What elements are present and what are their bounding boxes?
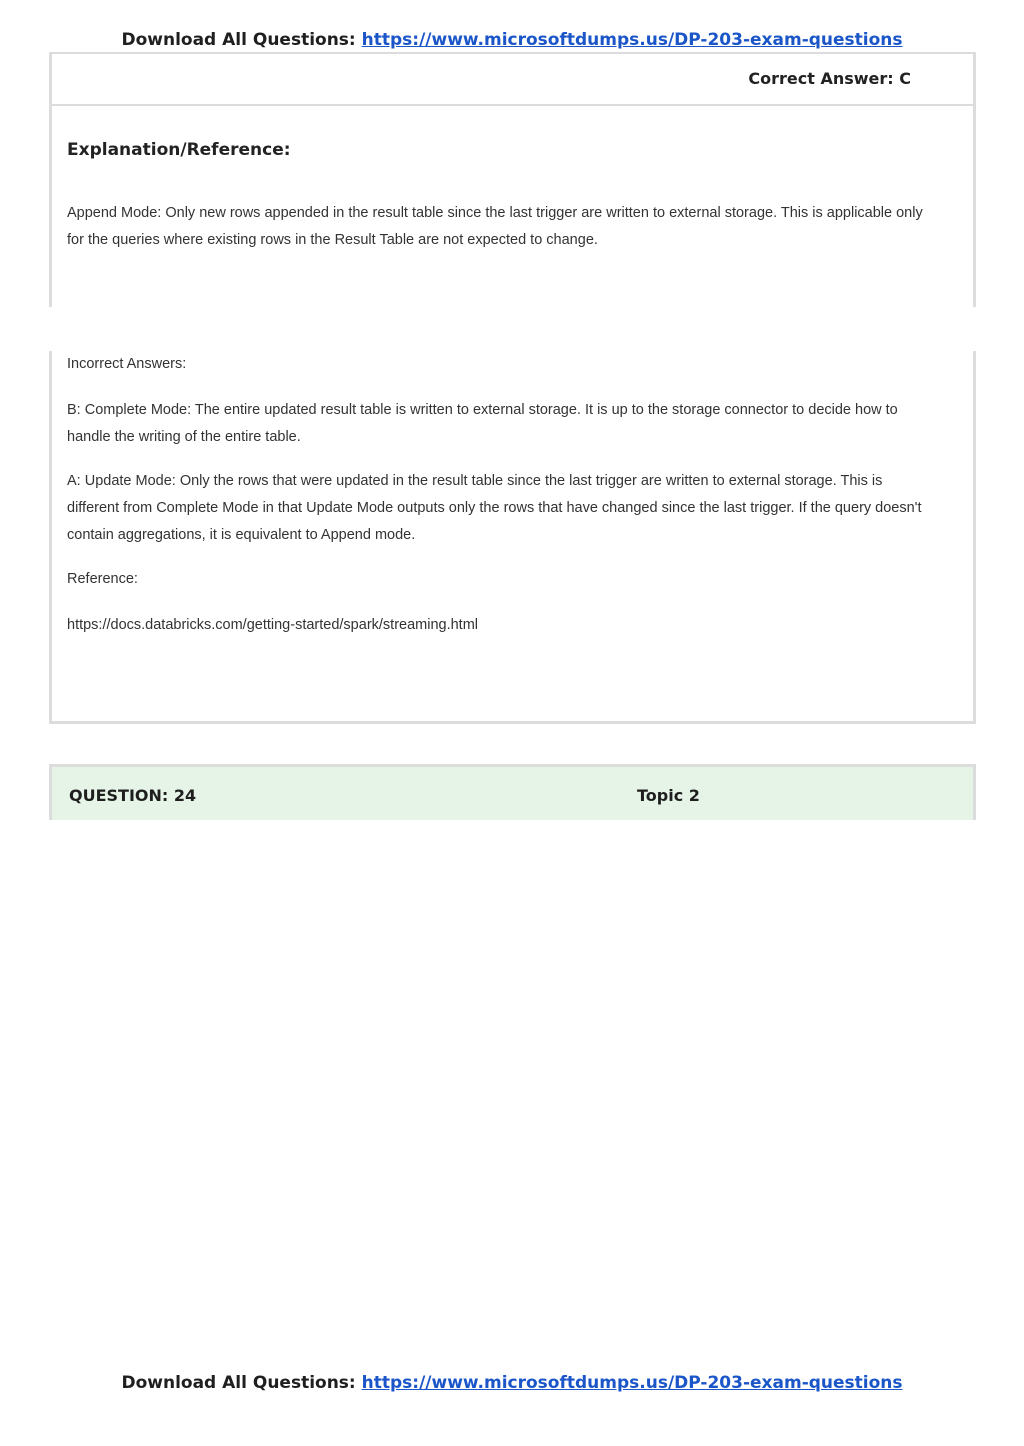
question-header <box>49 764 976 820</box>
reference-url[interactable]: https://docs.databricks.com/getting-started/spark/streaming.html <box>67 617 479 633</box>
incorrect-answers-card <box>49 351 976 724</box>
download-link[interactable]: https://www.microsoftdumps.us/DP-203-exam-questions <box>361 30 903 50</box>
correct-answer: Correct Answer: C <box>748 69 911 88</box>
download-label: Download All Questions: <box>121 30 356 50</box>
question-number: QUESTION: 24 <box>69 786 197 805</box>
correct-answer-row <box>52 54 973 106</box>
download-banner-bottom <box>0 1373 1024 1393</box>
explanation-heading: Explanation/Reference: <box>67 140 291 160</box>
download-label: Download All Questions: <box>121 1373 356 1393</box>
answer-explanation-card <box>49 52 976 307</box>
reference-label: Reference: <box>67 571 138 587</box>
incorrect-option-b: B: Complete Mode: The entire updated result table is written to external storage. It is up to the storage connector to decide how to handle the writing of the entire table. <box>67 402 898 445</box>
incorrect-answers-heading: Incorrect Answers: <box>67 356 187 372</box>
download-link[interactable]: https://www.microsoftdumps.us/DP-203-exam-questions <box>361 1373 903 1393</box>
incorrect-option-a: A: Update Mode: Only the rows that were updated in the result table since the last trigger are written to external storage. This is different from Complete Mode in that Update Mode outputs only the rows that have changed since the last trigger. If the query doesn't contain aggregations, it is equivalent to Append mode. <box>67 473 922 543</box>
explanation-text: Append Mode: Only new rows appended in the result table since the last trigger are written to external storage. This is applicable only for the queries where existing rows in the Result Table are not expected to change. <box>67 205 923 248</box>
download-banner-top <box>0 30 1024 50</box>
question-topic: Topic 2 <box>637 786 700 805</box>
